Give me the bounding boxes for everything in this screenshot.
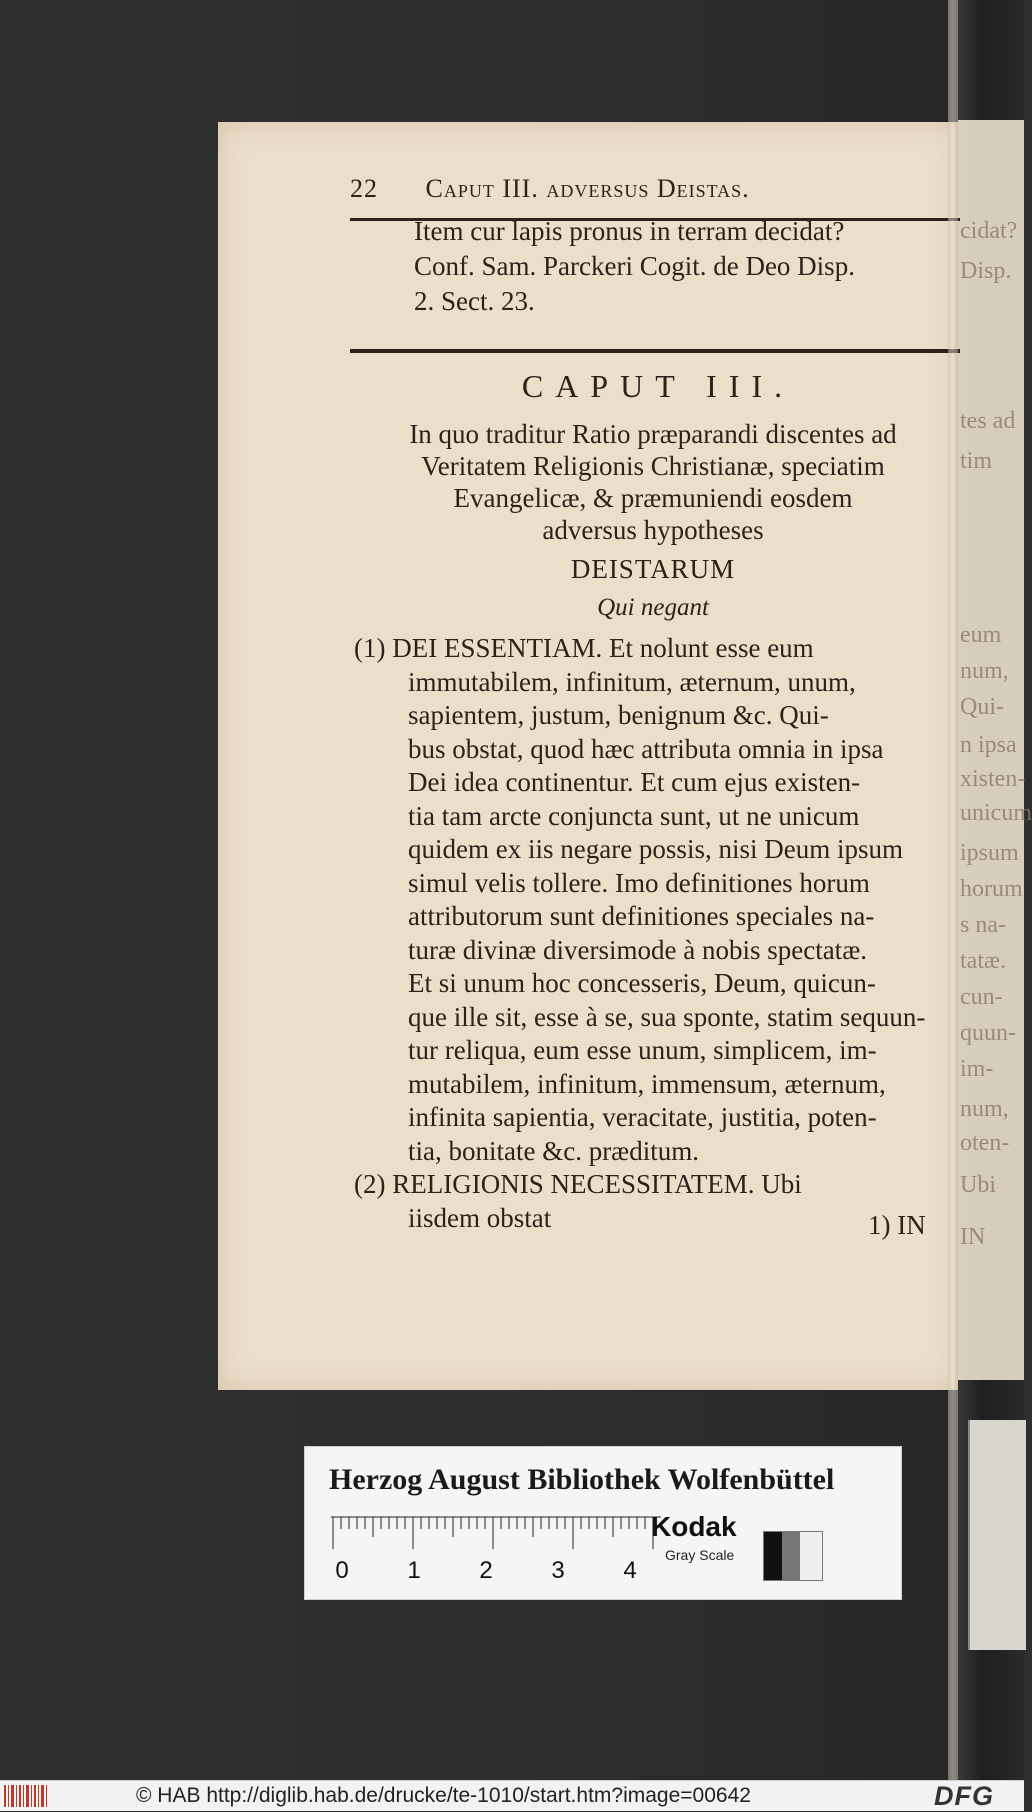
scale-number: 1 [407,1557,421,1584]
chapter-description [348,418,958,546]
adjacent-fragment: cidat? [960,218,1018,244]
adjacent-fragment: oten- [960,1130,1010,1156]
adjacent-fragment: quun- [960,1020,1016,1046]
adjacent-fragment: horum [960,876,1023,902]
library-name: Herzog August Bibliothek Wolfenbüttel [329,1463,835,1496]
catchword: 1) IN [868,1210,926,1240]
adjacent-fragment: Qui- [960,694,1004,720]
body-line: simul velis tollere. Imo definitiones horum [408,867,870,898]
chapter-heading: CAPUT III. [521,368,795,404]
running-title: Caput III. adversus Deistas. [425,174,750,203]
body-line: que ille sit, esse à se, sua sponte, statim sequun- [408,1001,926,1032]
body-line: immutabilem, infinitum, æternum, unum, [408,666,856,697]
continuation-line: Conf. Sam. Parckeri Cogit. de Deo Disp. [414,251,855,281]
adjacent-fragment: s na- [960,912,1006,938]
body-line: (1) DEI ESSENTIAM. Et nolunt esse eum [354,633,814,663]
barcode-icon [4,1785,48,1807]
body-line: tur reliqua, eum esse unum, simplicem, im- [408,1035,877,1065]
description-line: Evangelicæ, & præmuniendi eosdem [453,483,853,513]
description-line: adversus hypotheses [542,515,764,545]
ruler-icon [331,1517,661,1549]
adjacent-fragment: ipsum [960,840,1019,866]
body-line: mutabilem, infinitum, immensum, æternum, [408,1068,886,1099]
gray-swatch [763,1531,823,1581]
scale-number: 4 [623,1557,637,1584]
adjacent-fragment: num, [960,1096,1009,1122]
scale-number: 2 [479,1557,493,1584]
body-text [354,632,964,1235]
description-line: Veritatem Religionis Christianæ, speciatim [421,451,885,481]
adjacent-fragment: tes ad [960,408,1016,434]
body-line: tia tam arcte conjuncta sunt, ut ne unicum [408,800,860,831]
section-rule [350,349,960,353]
adjacent-fragment: IN [960,1224,986,1250]
body-line: Et si unum hoc concesseris, Deum, quicun- [408,968,876,998]
running-head [350,174,960,204]
page-gutter [948,0,958,1780]
scale-card [304,1446,902,1600]
adjacent-fragment: tim [960,448,993,474]
qui-negant: Qui negant [597,594,709,621]
adjacent-fragment: im- [960,1056,994,1082]
body-line: infinita sapientia, veracitate, justitia, poten- [408,1102,877,1132]
adjacent-slip [968,1420,1026,1650]
deistarum-heading: DEISTARUM [570,554,736,584]
footnote-continuation [414,214,964,319]
body-line: (2) RELIGIONIS NECESSITATEM. Ubi [354,1169,802,1199]
adjacent-fragment: Disp. [960,258,1012,284]
adjacent-fragment: n ipsa [960,732,1017,758]
body-line: attributorum sunt definitiones speciales na- [408,901,875,931]
body-line: bus obstat, quod hæc attributa omnia in ipsa [408,733,884,764]
adjacent-fragment: cun- [960,984,1003,1010]
scale-number: 3 [551,1557,565,1584]
adjacent-fragment: unicum [960,800,1032,826]
footer-bar [0,1780,1024,1811]
body-line: sapientem, justum, benignum &c. Qui- [408,700,829,730]
body-line: turæ divinæ diversimode à nobis spectatæ. [408,934,867,965]
continuation-line: Item cur lapis pronus in terram decidat? [414,216,845,246]
kodak-logo: Kodak [651,1511,737,1542]
adjacent-fragment: eum [960,622,1002,648]
adjacent-fragment: xisten- [960,766,1026,792]
gray-scale-label: Gray Scale [665,1547,735,1563]
adjacent-fragment: tatæ. [960,948,1006,974]
continuation-line: 2. Sect. 23. [414,286,535,316]
body-line: quidem ex iis negare possis, nisi Deum ipsum [408,834,903,864]
scale-number: 0 [335,1557,349,1584]
footer-link[interactable]: © HAB http://diglib.hab.de/drucke/te-1010/start.htm?image=00642 [136,1784,751,1807]
adjacent-fragment: Ubi [960,1172,996,1198]
page-number: 22 [350,174,378,203]
body-line: Dei idea continentur. Et cum ejus existen- [408,767,861,797]
description-line: In quo traditur Ratio præparandi discentes ad [409,419,897,449]
body-line: iisdem obstat [408,1202,552,1233]
body-line: tia, bonitate &c. præditum. [408,1135,699,1166]
adjacent-fragment: num, [960,658,1009,684]
book-page [218,122,958,1390]
dfg-logo: DFG [934,1781,994,1811]
